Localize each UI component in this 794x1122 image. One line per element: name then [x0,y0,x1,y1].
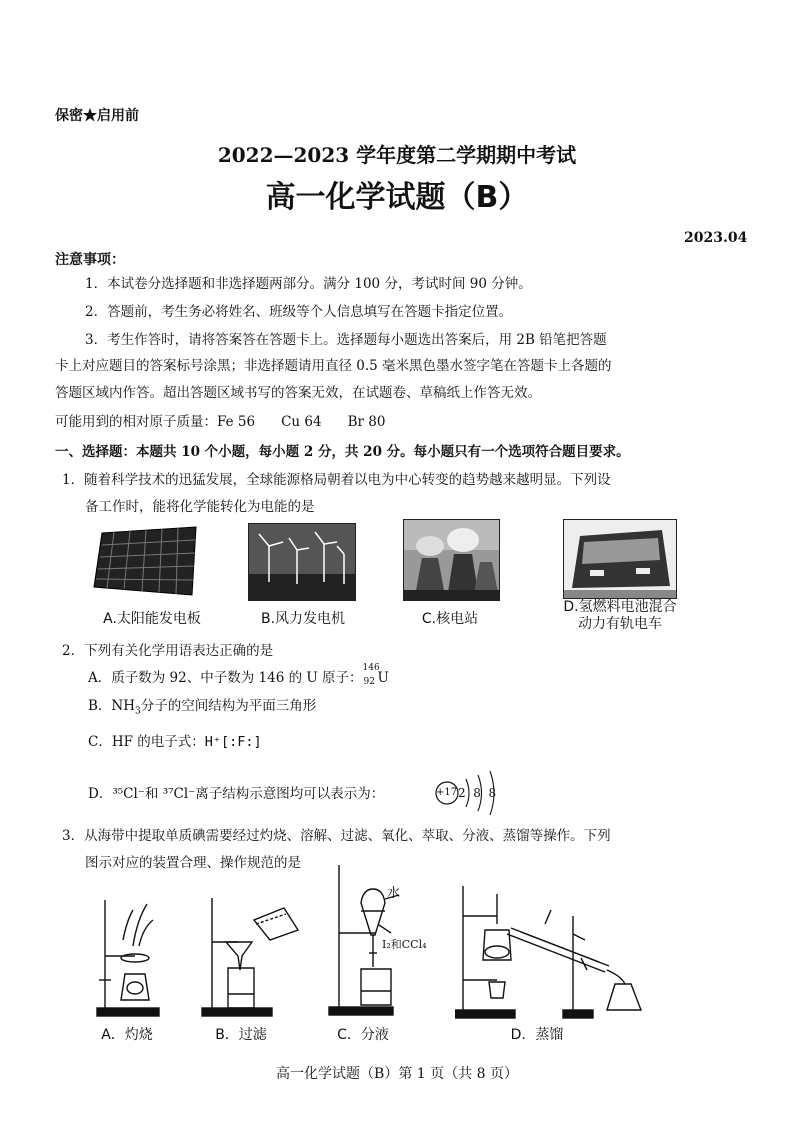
q2-option-c-text: C．HF 的电子式： [88,734,205,750]
page-footer: 高一化学试题（B）第 1 页（共 8 页） [276,1066,518,1082]
q1-option-d-line1: D.氢燃料电池混合 [563,599,677,615]
tram-image [563,519,677,599]
q1-stem-line1: 1．随着科学技术的迅猛发展，全球能源格局朝着以电为中心转变的趋势越来越明显。下列设 [62,472,611,488]
nuclear-plant-image [403,519,500,601]
apparatus-distillation [455,880,655,1020]
exam-date: 2023.04 [684,230,748,246]
nuclide-atomic-number: 92 [363,677,375,687]
q1-option-b: B.风力发电机 [260,611,346,627]
hf-electron-formula: H⁺[:F:] [204,734,262,750]
q3-option-b: B．过滤 [215,1027,267,1043]
notice-item-3-end: 答题区域内作答。超出答题区域书写的答案无效，在试题卷、草稿纸上作答无效。 [55,385,541,401]
q3-stem-line2: 图示对应的装置合理、操作规范的是 [85,855,301,871]
chloride-ion-diagram [432,765,512,821]
q2-option-b-text: 分子的空间结构为平面三角形 [140,698,317,714]
section-one-heading: 一、选择题：本题共 10 个小题，每小题 2 分，共 20 分。每小题只有一个选项符合题目要求。 [55,444,630,460]
q3-stem-line1: 3．从海带中提取单质碘需要经过灼烧、溶解、过滤、氧化、萃取、分液、蒸馏等操作。下列 [62,828,611,844]
q2-stem: 2．下列有关化学用语表达正确的是 [62,643,274,659]
q3-option-d: D．蒸馏 [510,1027,564,1043]
q2-option-b-prefix: B．NH [88,698,136,714]
apparatus-filtration [190,890,310,1020]
nucleus-charge: +17 [436,787,458,798]
fe-mass: Fe 56 [217,414,256,430]
label-water: 水 [387,886,401,901]
q2-option-b [88,696,316,722]
notice-heading: 注意事项： [55,252,125,268]
q2-option-c [88,732,262,752]
electron-shells: 2 8 8 [458,786,497,800]
exam-title: 2022—2023 学年度第二学期期中考试 [217,143,577,167]
q2-option-d [88,784,384,804]
q2-option-d-text: D．³⁵Cl⁻和 ³⁷Cl⁻离子结构示意图均可以表示为： [88,786,385,802]
notice-item-3: 3．考生作答时，请将答案答在答题卡上。选择题每小题选出答案后，用 2B 铅笔把答题 [85,332,607,348]
nuclide-mass-number: 146 [362,663,380,673]
q2-option-a [88,663,391,688]
atomic-mass-line [55,412,385,432]
q1-option-a: A.太阳能发电板 [103,611,201,627]
q2-option-b-subscript: 3 [135,706,141,717]
notice-item-3-cont: 卡上对应题目的答案标号涂黑；非选择题请用直径 0.5 毫米黑色墨水签字笔在答题卡上各题的 [55,358,612,374]
apparatus-burning [95,890,165,1020]
q1-option-c: C.核电站 [421,611,479,627]
notice-item-2: 2．答题前，考生务必将姓名、班级等个人信息填写在答题卡指定位置。 [85,304,513,320]
wind-turbine-image [248,523,356,601]
atomic-mass-label: 可能用到的相对原子质量： [55,414,217,430]
label-iodine-ccl4: I₂和CCl₄ [382,938,427,951]
uranium-nuclide [362,663,391,688]
cu-mass: Cu 64 [281,414,322,430]
q1-stem-line2: 备工作时，能将化学能转化为电能的是 [85,499,315,515]
q1-option-d-line2: 动力有轨电车 [578,616,662,632]
confidential-label: 保密★启用前 [55,108,139,124]
nuclide-symbol: U [377,670,389,686]
q3-option-c: C．分液 [337,1027,389,1043]
solar-panel-image [92,523,202,599]
paper-title: 高一化学试题（B） [265,180,529,215]
q2-option-a-text: A．质子数为 92、中子数为 146 的 U 原子： [88,670,363,686]
q3-option-a: A．灼烧 [101,1027,153,1043]
br-mass: Br 80 [347,414,386,430]
notice-item-1: 1．本试卷分选择题和非选择题两部分。满分 100 分，考试时间 90 分钟。 [85,276,532,292]
